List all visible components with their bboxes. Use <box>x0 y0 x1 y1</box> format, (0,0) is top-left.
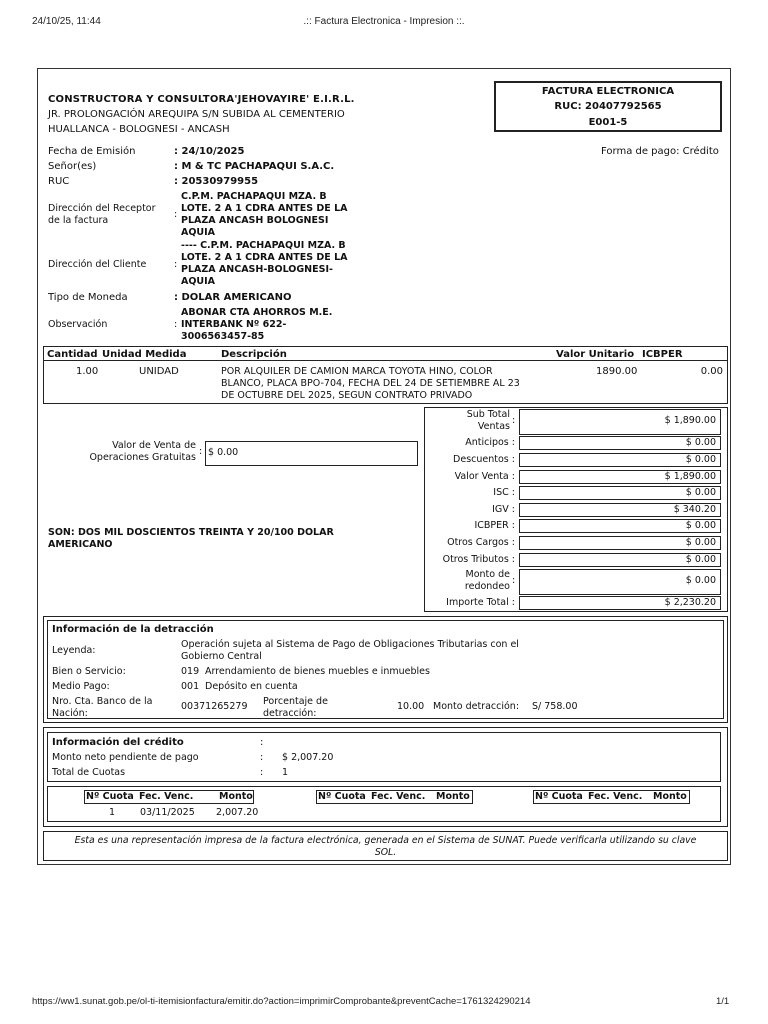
cta-value: 00371265279 <box>181 701 248 712</box>
medio-label: Medio Pago: <box>52 681 110 692</box>
total-otros-tributos-value: $ 0.00 <box>519 553 721 567</box>
total-igv-value: $ 340.20 <box>519 503 721 517</box>
total-otros-tributos-label: Otros Tributos : <box>442 554 515 565</box>
document-id-box <box>494 81 722 132</box>
moneda-label: Tipo de Moneda <box>48 292 128 303</box>
leyenda-value: Operación sujeta al Sistema de Pago de Obligaciones Tributarias con el Gobierno Central <box>181 639 519 662</box>
cuotas-colon: : <box>260 767 264 778</box>
detraccion-section <box>47 620 724 719</box>
ruc-label: RUC <box>48 176 70 187</box>
print-page-count: 1/1 <box>716 996 730 1007</box>
cta-label: Nro. Cta. Banco de la Nación: <box>52 696 153 719</box>
senor-value: : M & TC PACHAPAQUI S.A.C. <box>174 161 335 172</box>
pendiente-value: $ 2,007.20 <box>282 752 334 763</box>
print-page-title: .:: Factura Electronica - Impresion ::. <box>303 16 465 27</box>
total-isc-value: $ 0.00 <box>519 486 721 500</box>
col-icbper: ICBPER <box>642 349 683 360</box>
cuotas-table <box>47 786 721 822</box>
cuota-header-group-1: Nº Cuota Fec. Venc. Monto <box>86 791 253 802</box>
dir-receptor-colon: : <box>174 209 178 220</box>
total-anticipos-value: $ 0.00 <box>519 436 721 450</box>
item-icbper: 0.00 <box>700 366 723 377</box>
total-otros-cargos-value: $ 0.00 <box>519 536 721 550</box>
total-descuentos-label: Descuentos : <box>453 454 515 465</box>
item-unidad: UNIDAD <box>139 366 179 377</box>
medio-value: Depósito en cuenta <box>205 681 298 692</box>
cuota-header-group-2: Nº Cuota Fec. Venc. Monto <box>316 790 473 804</box>
document-number: E001-5 <box>588 117 628 128</box>
cuotas-value: 1 <box>282 767 289 778</box>
total-isc-label: ISC : <box>493 487 515 498</box>
total-redondeo-label: Monto de redondeo <box>464 569 510 592</box>
col-descripcion: Descripción <box>221 349 287 360</box>
dir-receptor-label: Dirección del Receptor de la factura <box>48 203 156 226</box>
cuota-monto: 2,007.20 <box>216 807 259 818</box>
col-unidad: Unidad Medida <box>102 349 187 360</box>
fecha-value: : 24/10/2025 <box>174 146 245 157</box>
total-redondeo-value: $ 0.00 <box>519 569 721 595</box>
print-url: https://ww1.sunat.gob.pe/ol-ti-itemisionfactura/emitir.do?action=imprimirComprobante&preventCache=1761324290214 <box>32 996 531 1007</box>
total-otros-cargos-label: Otros Cargos : <box>447 537 515 548</box>
gratuitas-value: $ 0.00 <box>208 447 239 458</box>
bien-value: Arrendamiento de bienes muebles e inmuebles <box>205 666 430 677</box>
item-valor-unitario: 1890.00 <box>596 366 638 377</box>
total-icbper-label: ICBPER : <box>474 520 515 531</box>
dir-cliente-colon: : <box>174 259 178 270</box>
total-igv-label: IGV : <box>492 504 515 515</box>
footer-note: Esta es una representación impresa de la factura electrónica, generada en el Sistema de SUNAT. Puede verificarla utilizando su clave SOL. <box>74 835 697 858</box>
total-descuentos-value: $ 0.00 <box>519 453 721 467</box>
porcentaje-label: Porcentaje de detracción: <box>263 696 328 719</box>
obs-label: Observación <box>48 319 108 330</box>
item-cantidad: 1.00 <box>76 366 99 377</box>
bien-label: Bien o Servicio: <box>52 666 126 677</box>
issuer-address-2: HUALLANCA - BOLOGNESI - ANCASH <box>48 124 230 135</box>
cuotas-label: Total de Cuotas <box>52 767 126 778</box>
issuer-address-1: JR. PROLONGACIÓN AREQUIPA S/N SUBIDA AL CEMENTERIO <box>48 109 345 120</box>
obs-colon: : <box>174 319 178 330</box>
pendiente-colon: : <box>260 752 264 763</box>
credito-title-colon: : <box>260 737 264 748</box>
cuota-fecha: 03/11/2025 <box>140 807 195 818</box>
forma-pago: Forma de pago: Crédito <box>601 146 719 157</box>
moneda-value: : DOLAR AMERICANO <box>174 292 292 303</box>
ruc-value: : 20530979955 <box>174 176 259 187</box>
total-valor-venta-label: Valor Venta : <box>454 471 515 482</box>
col-cantidad: Cantidad <box>47 349 98 360</box>
cuota-header-group-3: Nº Cuota Fec. Venc. Monto <box>533 790 690 804</box>
total-subtotal-label: Sub Total Ventas <box>466 409 510 432</box>
dir-receptor-value: C.P.M. PACHAPAQUI MZA. B LOTE. 2 A 1 CDRA ANTES DE LA PLAZA ANCASH BOLOGNESI AQUIA <box>181 191 348 238</box>
detraccion-title: Información de la detracción <box>52 624 214 635</box>
issuer-name: CONSTRUCTORA Y CONSULTORA'JEHOVAYIRE' E.I.R.L. <box>48 94 355 105</box>
gratuitas-colon: : <box>199 446 203 457</box>
total-anticipos-label: Anticipos : <box>465 437 515 448</box>
gratuitas-value-box <box>205 441 418 466</box>
monto-detraccion-value: S/ 758.00 <box>532 701 578 712</box>
items-table <box>43 346 728 404</box>
amount-in-words: SON: DOS MIL DOSCIENTOS TREINTA Y 20/100 DOLAR AMERICANO <box>48 527 334 550</box>
total-importe-label: Importe Total : <box>446 597 515 608</box>
document-ruc: RUC: 20407792565 <box>554 101 662 112</box>
bien-code: 019 <box>181 666 200 677</box>
dir-cliente-value: ---- C.P.M. PACHAPAQUI MZA. B LOTE. 2 A 1 CDRA ANTES DE LA PLAZA ANCASH-BOLOGNESI- AQUIA <box>181 240 348 287</box>
medio-code: 001 <box>181 681 200 692</box>
dir-cliente-label: Dirección del Cliente <box>48 259 147 270</box>
fecha-label: Fecha de Emisión <box>48 146 136 157</box>
item-descripcion: POR ALQUILER DE CAMION MARCA TOYOTA HINO, COLOR BLANCO, PLACA BPO-704, FECHA DEL 24 DE SETIEMBRE AL 23 DE OCTUBRE DEL 2025, SEGUN CONTRATO PRIVADO <box>221 366 520 401</box>
print-datetime: 24/10/25, 11:44 <box>32 16 101 27</box>
credito-title: Información del crédito <box>52 737 184 748</box>
gratuitas-label: Valor de Venta de Operaciones Gratuitas <box>89 440 196 463</box>
credito-section <box>47 732 721 782</box>
footer-note-box <box>43 831 728 861</box>
obs-value: ABONAR CTA AHORROS M.E. INTERBANK Nº 622- 3006563457-85 <box>181 307 333 342</box>
porcentaje-value: 10.00 <box>397 701 425 712</box>
document-type: FACTURA ELECTRONICA <box>541 86 675 97</box>
leyenda-label: Leyenda: <box>52 645 96 656</box>
pendiente-label: Monto neto pendiente de pago <box>52 752 199 763</box>
total-valor-venta-value: $ 1,890.00 <box>519 470 721 484</box>
total-subtotal-value: $ 1,890.00 <box>519 409 721 435</box>
total-icbper-value: $ 0.00 <box>519 519 721 533</box>
cuota-n: 1 <box>109 807 116 818</box>
col-valor-unitario: Valor Unitario <box>556 349 635 360</box>
senor-label: Señor(es) <box>48 161 97 172</box>
total-importe-value: $ 2,230.20 <box>519 596 721 610</box>
monto-detraccion-label: Monto detracción: <box>433 701 520 712</box>
